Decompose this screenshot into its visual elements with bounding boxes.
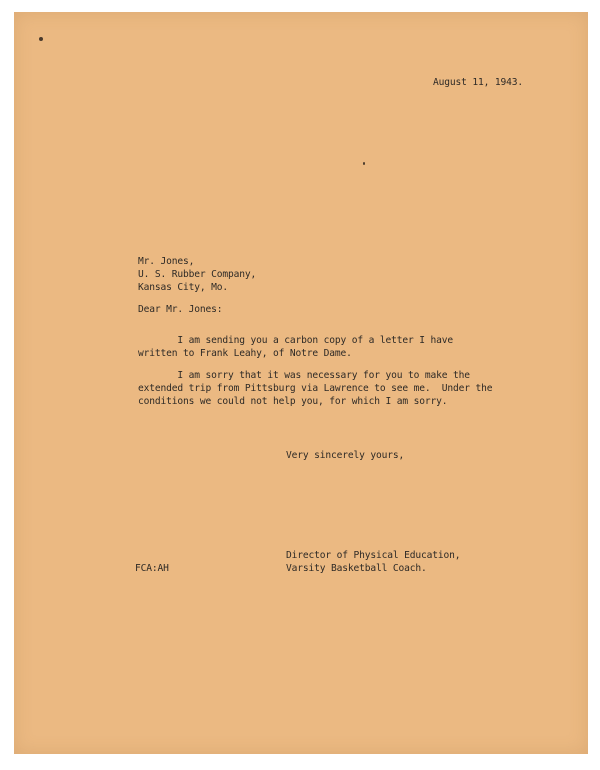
signature-title-line-1: Director of Physical Education, [286,550,461,561]
letter-page [14,12,588,754]
paper-speck [39,37,43,41]
salutation: Dear Mr. Jones: [138,304,223,315]
closing: Very sincerely yours, [286,450,405,461]
paragraph-1-line-1: I am sending you a carbon copy of a letter I have [138,335,454,346]
reference-initials: FCA:AH [135,563,169,574]
recipient-name: Mr. Jones, [138,256,195,267]
paragraph-2-line-1: I am sorry that it was necessary for you to make the [138,370,470,381]
letter-date: August 11, 1943. [433,77,524,88]
paragraph-2-line-2: extended trip from Pittsburg via Lawrence to see me. Under the [138,383,493,394]
paragraph-2-line-3: conditions we could not help you, for which I am sorry. [138,396,448,407]
paragraph-1-line-2: written to Frank Leahy, of Notre Dame. [138,348,352,359]
recipient-company: U. S. Rubber Company, [138,269,257,280]
signature-title-line-2: Varsity Basketball Coach. [286,563,427,574]
paper-speck [363,162,365,165]
recipient-city: Kansas City, Mo. [138,282,229,293]
